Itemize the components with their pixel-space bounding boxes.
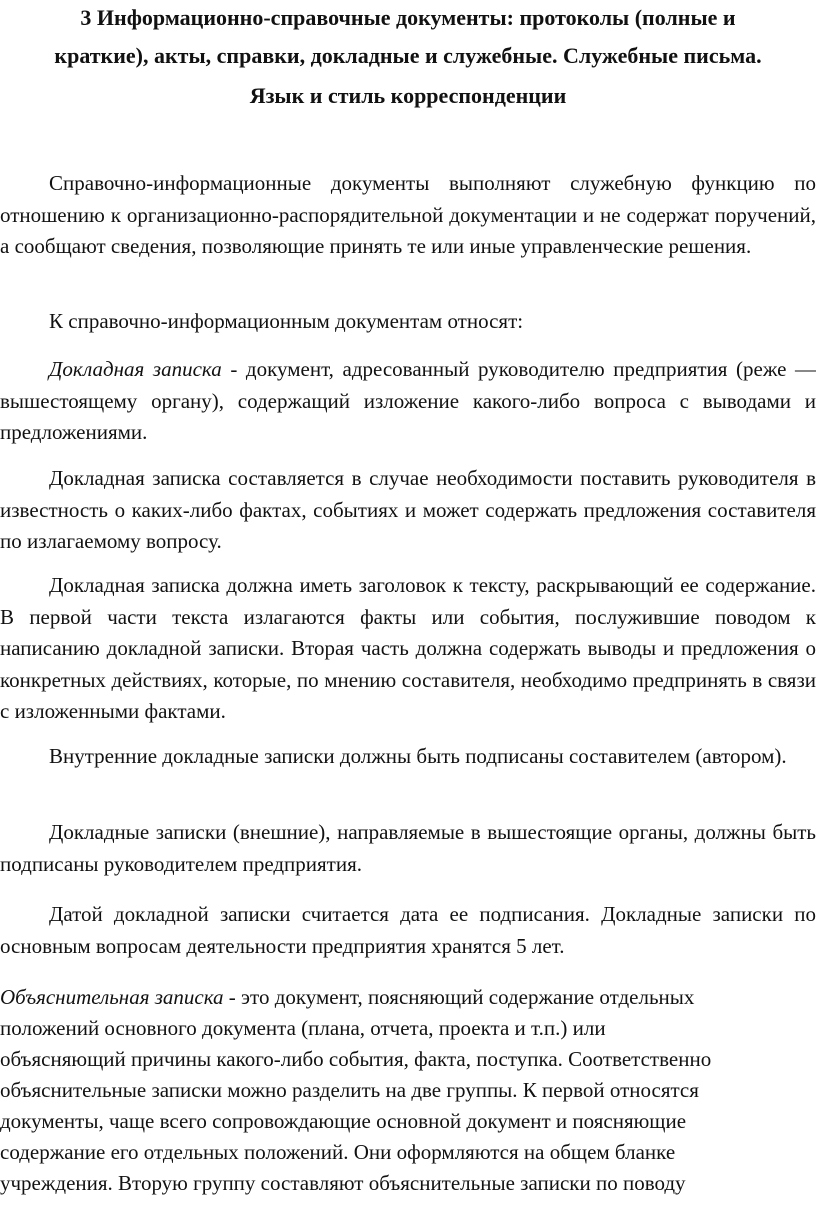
explanatory-line-7: учреждения. Вторую группу составляют объяснительные записки по поводу	[0, 1171, 686, 1195]
explanatory-line-3: объясняющий причины какого-либо события, факта, поступка. Соответственно	[0, 1047, 712, 1071]
explanatory-line-6: содержание его отдельных положений. Они оформляются на общем бланке	[0, 1140, 676, 1164]
title-line-2: краткие), акты, справки, докладные и служебные. Служебные письма.	[54, 43, 762, 68]
definition-memo-text: - документ, адресованный руководителю предприятия (реже — вышестоящему органу), содержащий изложение какого-либо вопроса с выводами и предложениями.	[0, 357, 816, 444]
definition-memo	[0, 354, 816, 449]
paragraph-memo-purpose: Докладная записка составляется в случае необходимости поставить руководителя в известность о каких-либо фактах, событиях и может содержать предложения составителя по излагаемому вопросу.	[0, 466, 816, 553]
explanatory-note-term: Объяснительная записка	[0, 985, 224, 1009]
explanatory-line-1: Объяснительная записка - это документ, поясняющий содержание отдельных	[0, 985, 695, 1009]
paragraph-memo-structure: Докладная записка должна иметь заголовок к тексту, раскрывающий ее содержание. В первой части текста излагаются факты или события, послужившие поводом к написанию докладной записки. Вторая часть должна содержать выводы и предложения о конкретных действиях, которые, по мнению составителя, необходимо предпринять в связи с изложенными фактами.	[0, 573, 816, 723]
title-line-1: 3 Информационно-справочные документы: протоколы (полные и	[80, 5, 736, 30]
explanatory-line-4: объяснительные записки можно разделить на две группы. К первой относятся	[0, 1078, 699, 1102]
explanatory-line-5: документы, чаще всего сопровождающие основной документ и поясняющие	[0, 1109, 687, 1133]
title-line-3: Язык и стиль корреспонденции	[249, 83, 567, 108]
paragraph-list-intro: К справочно-информационным документам относят:	[49, 309, 524, 333]
explanatory-line-2: положений основного документа (плана, отчета, проекта и т.п.) или	[0, 1016, 606, 1040]
paragraph-intro: Справочно-информационные документы выполняют служебную функцию по отношению к организационно-распорядительной документации и не содержат поручений, а сообщают сведения, позволяющие принять те или иные управленческие решения.	[0, 171, 816, 258]
definition-memo-term: Докладная записка	[49, 357, 222, 381]
paragraph-memo-date: Датой докладной записки считается дата ее подписания. Докладные записки по основным вопросам деятельности предприятия хранятся 5 лет.	[0, 902, 816, 958]
paragraph-external-memo: Докладные записки (внешние), направляемые в вышестоящие органы, должны быть подписаны руководителем предприятия.	[0, 820, 816, 876]
paragraph-internal-memo: Внутренние докладные записки должны быть подписаны составителем (автором).	[49, 744, 787, 768]
